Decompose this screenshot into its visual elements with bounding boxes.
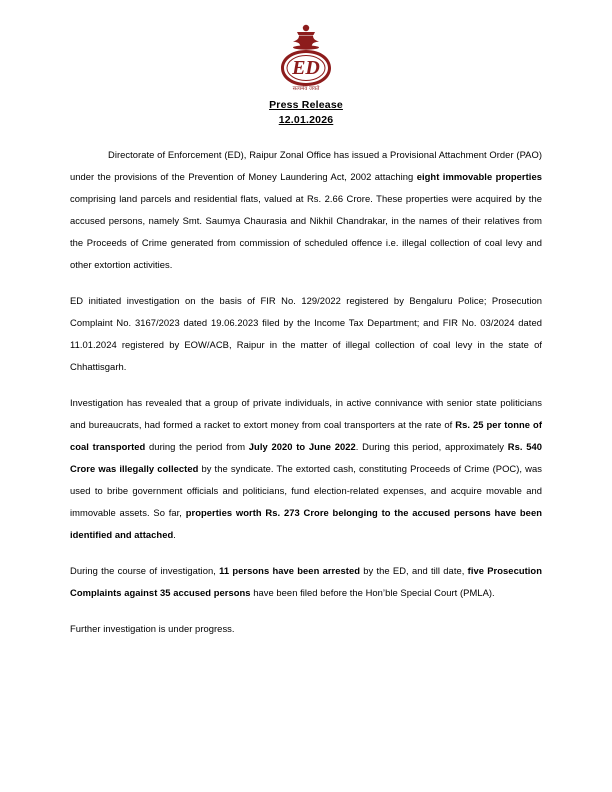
body-text: during the period from — [145, 441, 249, 452]
body-text: comprising land parcels and residential flats, valued at Rs. 2.66 Crore. These properties were acquired by the accused persons, namely Smt. Saumya Chaurasia and Nikhil Chandrakar, in the names of their relatives from the Proceeds of Crime generated from commission of scheduled offence i.e. illegal collection of coal levy and other extortion activities. — [70, 193, 542, 270]
body-text: . — [173, 529, 176, 540]
svg-text:सत्यमेव जयते: सत्यमेव जयते — [292, 86, 320, 92]
paragraph — [70, 560, 542, 604]
emblem-container — [70, 22, 542, 92]
body-text: Investigation has revealed that a group of private individuals, in active connivance with senior state politicians and bureaucrats, had formed a racket to extort money from coal transporters at the rate of — [70, 397, 542, 430]
body-text: Directorate of Enforcement (ED), Raipur Zonal Office has issued a Provisional Attachment Order (PAO) under the provisions of the Prevention of Money Laundering Act, 2002 attaching — [70, 149, 542, 182]
press-release-body — [70, 144, 542, 640]
emphasis-text: Rs. 25 per tonne of coal transported — [70, 419, 542, 452]
emphasis-text: 11 persons have been arrested — [219, 565, 360, 576]
national-emblem-ed-logo-icon — [263, 22, 349, 92]
emphasis-text: July 2020 to June 2022 — [248, 441, 356, 452]
paragraph — [70, 290, 542, 378]
paragraph — [70, 618, 542, 640]
page-title: Press Release — [269, 99, 343, 111]
emphasis-text: Rs. 540 Crore was illegally collected — [70, 441, 542, 474]
body-text: Further investigation is under progress. — [70, 623, 235, 634]
paragraph — [70, 392, 542, 546]
body-text: . During this period, approximately — [355, 441, 508, 452]
press-release-header — [70, 98, 542, 128]
body-text: ED initiated investigation on the basis of FIR No. 129/2022 registered by Bengaluru Police; Prosecution Complaint No. 3167/2023 dated 19.06.2023 filed by the Income Tax Department; and FIR No. 03/2024 dated 11.01.2024 registered by EOW/ACB, Raipur in the matter of illegal collection of coal levy in the state of Chhattisgarh. — [70, 295, 542, 372]
body-text: by the syndicate. The extorted cash, constituting Proceeds of Crime (POC), was used to bribe government officials and politicians, fund election-related expenses, and acquire movable and immovable assets. So far, — [70, 463, 542, 518]
body-text: have been filed before the Hon’ble Special Court (PMLA). — [250, 587, 495, 598]
emphasis-text: eight immovable properties — [416, 171, 542, 182]
press-release-date: 12.01.2026 — [278, 114, 334, 126]
svg-text:ED: ED — [292, 57, 320, 79]
body-text: During the course of investigation, — [70, 565, 220, 576]
emphasis-text: properties worth Rs. 273 Crore belonging to the accused persons have been identified and attached — [70, 507, 542, 540]
paragraph — [70, 144, 542, 276]
body-text: by the ED, and till date, — [360, 565, 468, 576]
emphasis-text: five Prosecution Complaints against 35 accused persons — [70, 565, 542, 598]
